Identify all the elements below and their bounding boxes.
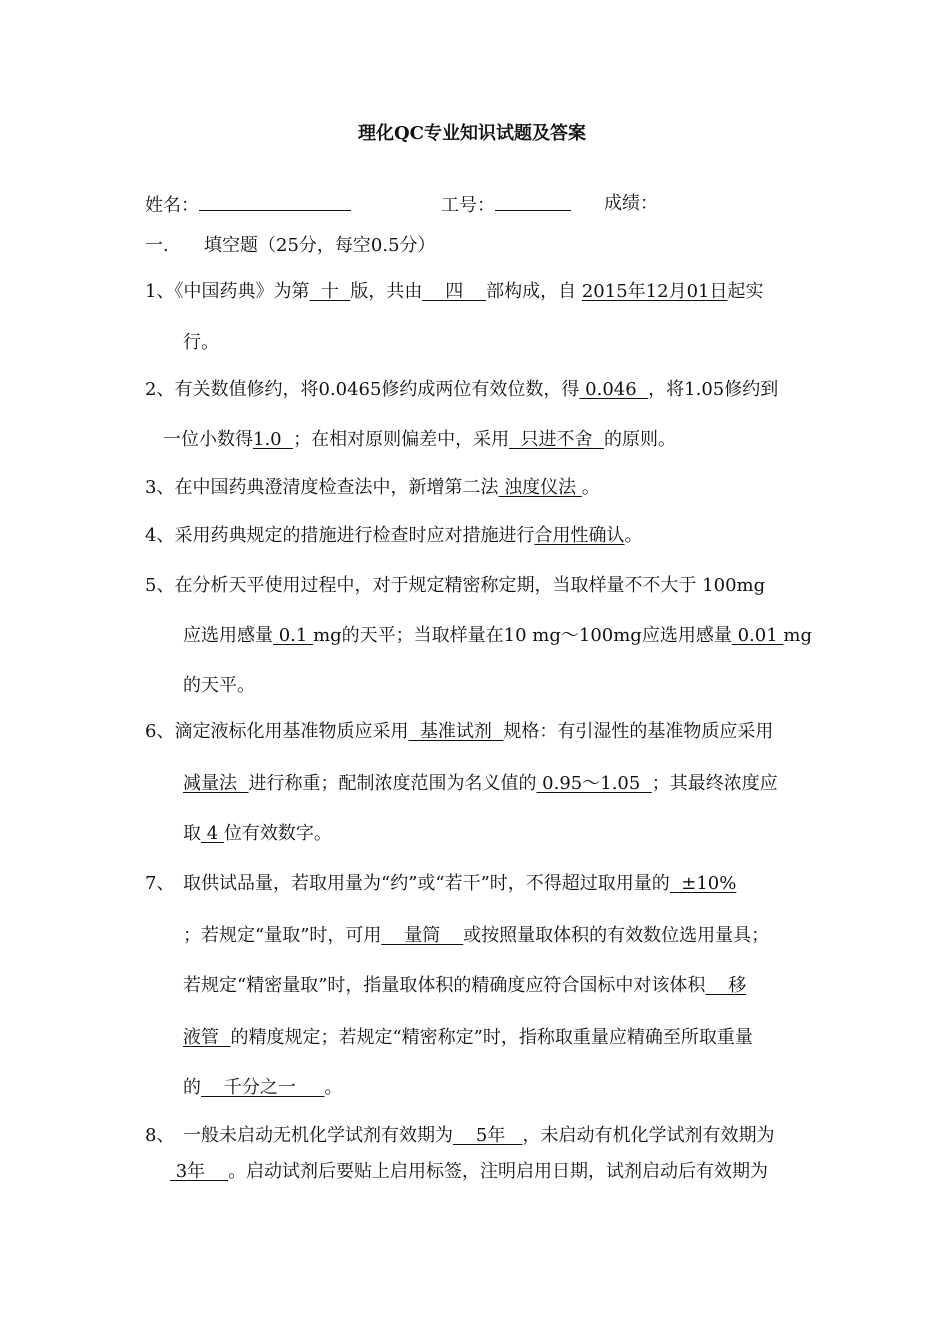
answer: 千分之一 bbox=[201, 1077, 325, 1098]
section-title: 填空题（25分，每空0.5分） bbox=[204, 235, 436, 256]
answer: 基准试剂 bbox=[408, 721, 504, 742]
text: 的 bbox=[183, 1077, 201, 1098]
text: 。 bbox=[624, 525, 643, 546]
answer: 液管 bbox=[183, 1027, 231, 1048]
answer: 5年 bbox=[453, 1125, 523, 1146]
answer: 0.01 bbox=[731, 625, 784, 646]
text: 。 bbox=[581, 477, 600, 498]
text: 3、在中国药典澄清度检查法中，新增第二法 bbox=[145, 477, 499, 498]
text: 规格：有引湿性的基准物质应采用 bbox=[503, 721, 774, 742]
question-8-number: 8、 bbox=[145, 1125, 175, 1146]
question-8-line-1 bbox=[183, 1124, 775, 1148]
answer: 1.0 bbox=[253, 429, 294, 450]
answer: 合用性确认 bbox=[534, 525, 625, 546]
answer: 0.1 bbox=[273, 625, 314, 646]
section-number: 一. bbox=[145, 235, 169, 256]
text: ，未启动有机化学试剂有效期为 bbox=[522, 1125, 775, 1146]
answer: 十 bbox=[309, 281, 351, 302]
answer: 0.95～1.05 bbox=[536, 773, 652, 794]
text: 或按照量取体积的有效数位选用量具； bbox=[463, 925, 770, 946]
text: 1、《中国药典》为第 bbox=[145, 281, 310, 302]
text: ，将1.05修约到 bbox=[648, 379, 779, 400]
answer: 3年 bbox=[170, 1161, 229, 1182]
question-2-line-2 bbox=[163, 428, 676, 452]
question-1-line-2: 行。 bbox=[183, 332, 219, 353]
question-7-line-2 bbox=[183, 924, 769, 948]
score-label: 成绩： bbox=[604, 193, 658, 214]
text: 应选用感量 bbox=[183, 625, 273, 646]
id-row bbox=[441, 192, 571, 218]
question-5-line-1: 5、在分析天平使用过程中，对于规定精密称定期，当取样量不不大于 100mg bbox=[145, 575, 766, 596]
text: 取 bbox=[183, 823, 201, 844]
text: 版，共由 bbox=[350, 281, 423, 302]
answer: 浊度仪法 bbox=[498, 477, 582, 498]
question-5-line-3: 的天平。 bbox=[183, 675, 255, 696]
page-title: 理化QC专业知识试题及答案 bbox=[358, 123, 587, 144]
question-6-line-3 bbox=[183, 822, 332, 846]
text: 部构成，自 bbox=[486, 281, 582, 302]
question-8-line-2 bbox=[170, 1160, 768, 1184]
question-7-number: 7、 bbox=[145, 873, 175, 894]
text: 的原则。 bbox=[603, 429, 676, 450]
text: 起实 bbox=[727, 281, 764, 302]
question-7-line-3 bbox=[183, 974, 746, 998]
question-4 bbox=[145, 524, 642, 548]
text: 若规定“精密量取”时，指量取体积的精确度应符合国标中对该体积 bbox=[183, 975, 706, 996]
id-blank[interactable] bbox=[495, 192, 571, 211]
question-2-line-1 bbox=[145, 378, 778, 402]
text: 一位小数得 bbox=[163, 429, 253, 450]
text: 6、滴定液标化用基准物质应采用 bbox=[145, 721, 409, 742]
text: 取供试品量，若取用量为“约”或“若干”时，不得超过取用量的 bbox=[183, 873, 670, 894]
question-7-line-4 bbox=[183, 1026, 753, 1050]
text: mg bbox=[783, 625, 812, 646]
question-6-line-2 bbox=[183, 772, 778, 796]
text: ；在相对原则偏差中，采用 bbox=[293, 429, 510, 450]
text: ；若规定“量取”时，可用 bbox=[183, 925, 382, 946]
text: 。启动试剂后要贴上启用标签，注明启用日期，试剂启动后有效期为 bbox=[228, 1161, 769, 1182]
answer: 只进不舍 bbox=[509, 429, 604, 450]
text: 进行称重；配制浓度范围为名义值的 bbox=[248, 773, 537, 794]
id-label: 工号： bbox=[441, 195, 495, 216]
answer: 4 bbox=[201, 823, 224, 844]
text: 。 bbox=[324, 1077, 343, 1098]
text: 2、有关数值修约，将0.0465修约成两位有效位数，得 bbox=[145, 379, 580, 400]
answer: 量筒 bbox=[381, 925, 464, 946]
text: 4、采用药典规定的措施进行检查时应对措施进行 bbox=[145, 525, 535, 546]
name-row bbox=[145, 192, 351, 218]
text: ；其最终浓度应 bbox=[651, 773, 778, 794]
answer: 四 bbox=[422, 281, 487, 302]
text: 位有效数字。 bbox=[223, 823, 332, 844]
text: 一般未启动无机化学试剂有效期为 bbox=[183, 1125, 453, 1146]
question-5-line-2 bbox=[183, 624, 812, 648]
question-6-line-1 bbox=[145, 720, 773, 744]
text: mg的天平；当取样量在10 mg～100mg应选用感量 bbox=[313, 625, 732, 646]
text: 的精度规定；若规定“精密称定”时，指称取重量应精确至所取重量 bbox=[230, 1027, 753, 1048]
name-blank[interactable] bbox=[199, 192, 351, 211]
answer: 减量法 bbox=[183, 773, 249, 794]
question-3 bbox=[145, 476, 600, 500]
answer: 0.046 bbox=[579, 379, 649, 400]
answer: ±10% bbox=[669, 873, 737, 894]
answer: 移 bbox=[705, 975, 747, 996]
question-7-line-5 bbox=[183, 1076, 343, 1100]
question-1-line-1 bbox=[145, 280, 763, 304]
question-7-line-1 bbox=[183, 872, 736, 896]
name-label: 姓名： bbox=[145, 195, 199, 216]
answer: 2015年12月01日 bbox=[581, 281, 728, 302]
